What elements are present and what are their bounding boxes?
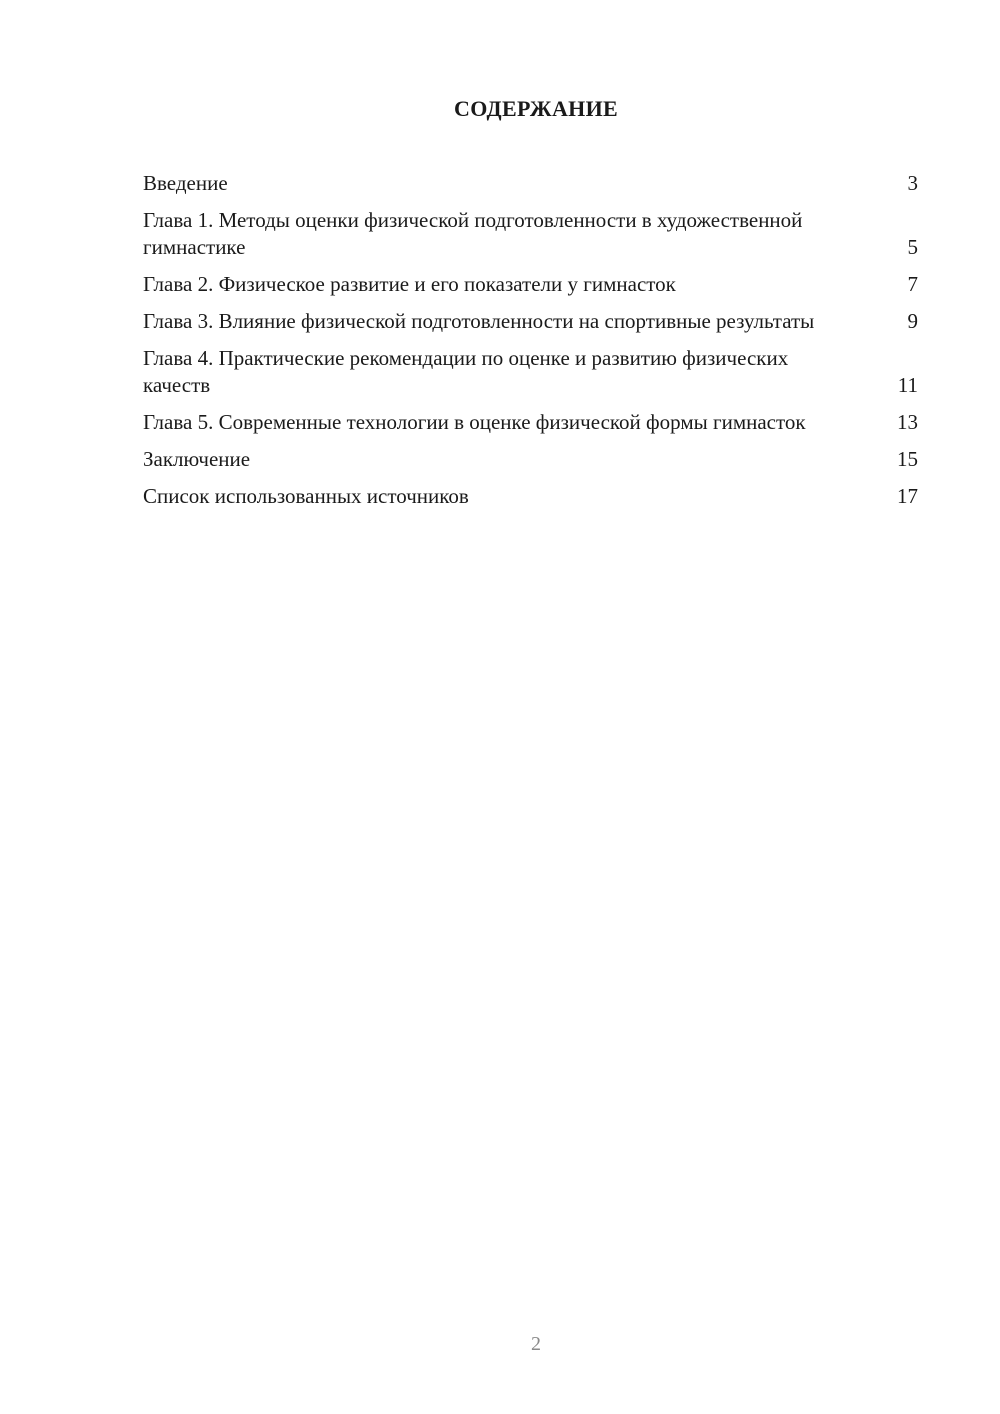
toc-entry-page: 5 bbox=[907, 235, 918, 259]
page-title: СОДЕРЖАНИЕ bbox=[454, 96, 618, 121]
page-number: 2 bbox=[531, 1333, 541, 1355]
toc-entry-page: 7 bbox=[907, 272, 918, 296]
toc-entry-text: Глава 3. Влияние физической подготовленности на спортивные результаты bbox=[143, 309, 815, 333]
toc-entry-text: Введение bbox=[143, 171, 228, 195]
toc-entry-text: Глава 1. Методы оценки физической подготовленности в художественной гимнастике bbox=[143, 208, 803, 259]
toc-entry-chapter-5 bbox=[143, 409, 918, 436]
toc-entry-text: Глава 5. Современные технологии в оценке физической формы гимнасток bbox=[143, 410, 806, 434]
toc-entry-chapter-4 bbox=[143, 345, 918, 399]
toc-entry-chapter-1 bbox=[143, 207, 918, 261]
toc-entry-page: 9 bbox=[907, 309, 918, 333]
toc-entry-text: Глава 2. Физическое развитие и его показатели у гимнасток bbox=[143, 272, 676, 296]
toc-entry-page: 3 bbox=[907, 171, 918, 195]
toc-entry-chapter-2 bbox=[143, 271, 918, 298]
toc-entry-chapter-3 bbox=[143, 308, 918, 335]
table-of-contents bbox=[143, 170, 918, 520]
toc-entry-page: 17 bbox=[897, 484, 918, 508]
toc-entry-introduction bbox=[143, 170, 918, 197]
toc-entry-page: 11 bbox=[897, 373, 918, 397]
toc-entry-text: Глава 4. Практические рекомендации по оценке и развитию физических качеств bbox=[143, 346, 789, 397]
toc-entry-text: Список использованных источников bbox=[143, 484, 469, 508]
toc-entry-conclusion bbox=[143, 446, 918, 473]
toc-entry-text: Заключение bbox=[143, 447, 251, 471]
toc-entry-page: 15 bbox=[897, 447, 918, 471]
toc-entry-page: 13 bbox=[897, 410, 918, 434]
toc-entry-references bbox=[143, 483, 918, 510]
